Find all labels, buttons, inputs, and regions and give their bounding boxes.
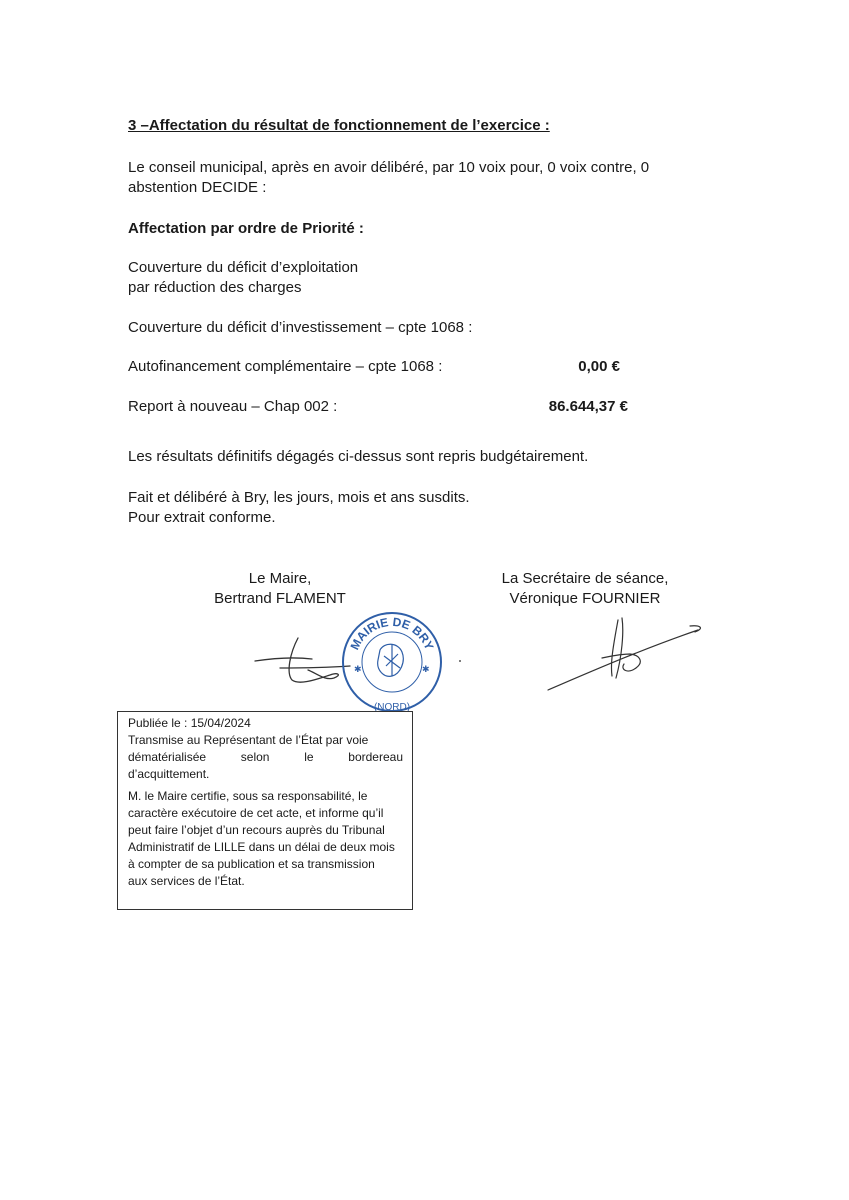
notice-certify-3: peut faire l’objet d’un recours auprès du Tribunal — [128, 823, 385, 837]
notice-certify-2: caractère exécutoire de cet acte, et informe qu’il — [128, 806, 384, 820]
autofinancement-label: Autofinancement complémentaire – cpte 1068 : — [128, 358, 443, 375]
deficit-investissement: Couverture du déficit d’investissement – cpte 1068 : — [128, 319, 473, 336]
notice-transmitted-3: d’acquittement. — [128, 767, 210, 781]
ink-dot — [459, 660, 461, 662]
svg-text:✱: ✱ — [422, 664, 430, 674]
decision-line-2: abstention DECIDE : — [128, 179, 267, 196]
report-label: Report à nouveau – Chap 002 : — [128, 398, 338, 415]
mairie-stamp — [340, 610, 444, 714]
deficit-exploitation-line-1: Couverture du déficit d’exploitation — [128, 259, 359, 276]
notice-certify-4: Administratif de LILLE dans un délai de deux mois — [128, 840, 395, 854]
mayor-title: Le Maire, — [248, 570, 312, 587]
svg-text:✱: ✱ — [354, 664, 362, 674]
stamp-bottom-text: (NORD) — [373, 702, 411, 713]
notice-certify-6: aux services de l’État. — [128, 874, 245, 888]
notice-transmitted-2: dématérialisée selon le bordereau — [128, 750, 403, 764]
priority-title: Affectation par ordre de Priorité : — [128, 220, 364, 237]
deficit-exploitation-line-2: par réduction des charges — [128, 279, 302, 296]
stamp-top-text: MAIRIE DE BRY — [347, 614, 437, 653]
closing-line-1: Fait et délibéré à Bry, les jours, mois et ans susdits. — [128, 489, 470, 506]
publication-notice — [117, 711, 413, 910]
results-text: Les résultats définitifs dégagés ci-dessus sont repris budgétairement. — [128, 448, 589, 465]
notice-published: Publiée le : 15/04/2024 — [128, 716, 251, 730]
secretary-name: Véronique FOURNIER — [509, 590, 661, 607]
notice-certify-1: M. le Maire certifie, sous sa responsabilité, le — [128, 789, 368, 803]
mayor-name: Bertrand FLAMENT — [214, 590, 346, 607]
secretary-signature — [540, 612, 710, 697]
decision-line-1: Le conseil municipal, après en avoir délibéré, par 10 voix pour, 0 voix contre, 0 — [128, 159, 650, 176]
closing-line-2: Pour extrait conforme. — [128, 509, 276, 526]
autofinancement-amount: 0,00 € — [578, 358, 620, 375]
report-amount: 86.644,37 € — [548, 398, 628, 415]
secretary-title: La Secrétaire de séance, — [501, 570, 669, 587]
section-heading: 3 –Affectation du résultat de fonctionnement de l’exercice : — [128, 117, 550, 134]
notice-transmitted-1: Transmise au Représentant de l’État par voie — [128, 733, 369, 747]
notice-certify-5: à compter de sa publication et sa transmission — [128, 857, 375, 871]
